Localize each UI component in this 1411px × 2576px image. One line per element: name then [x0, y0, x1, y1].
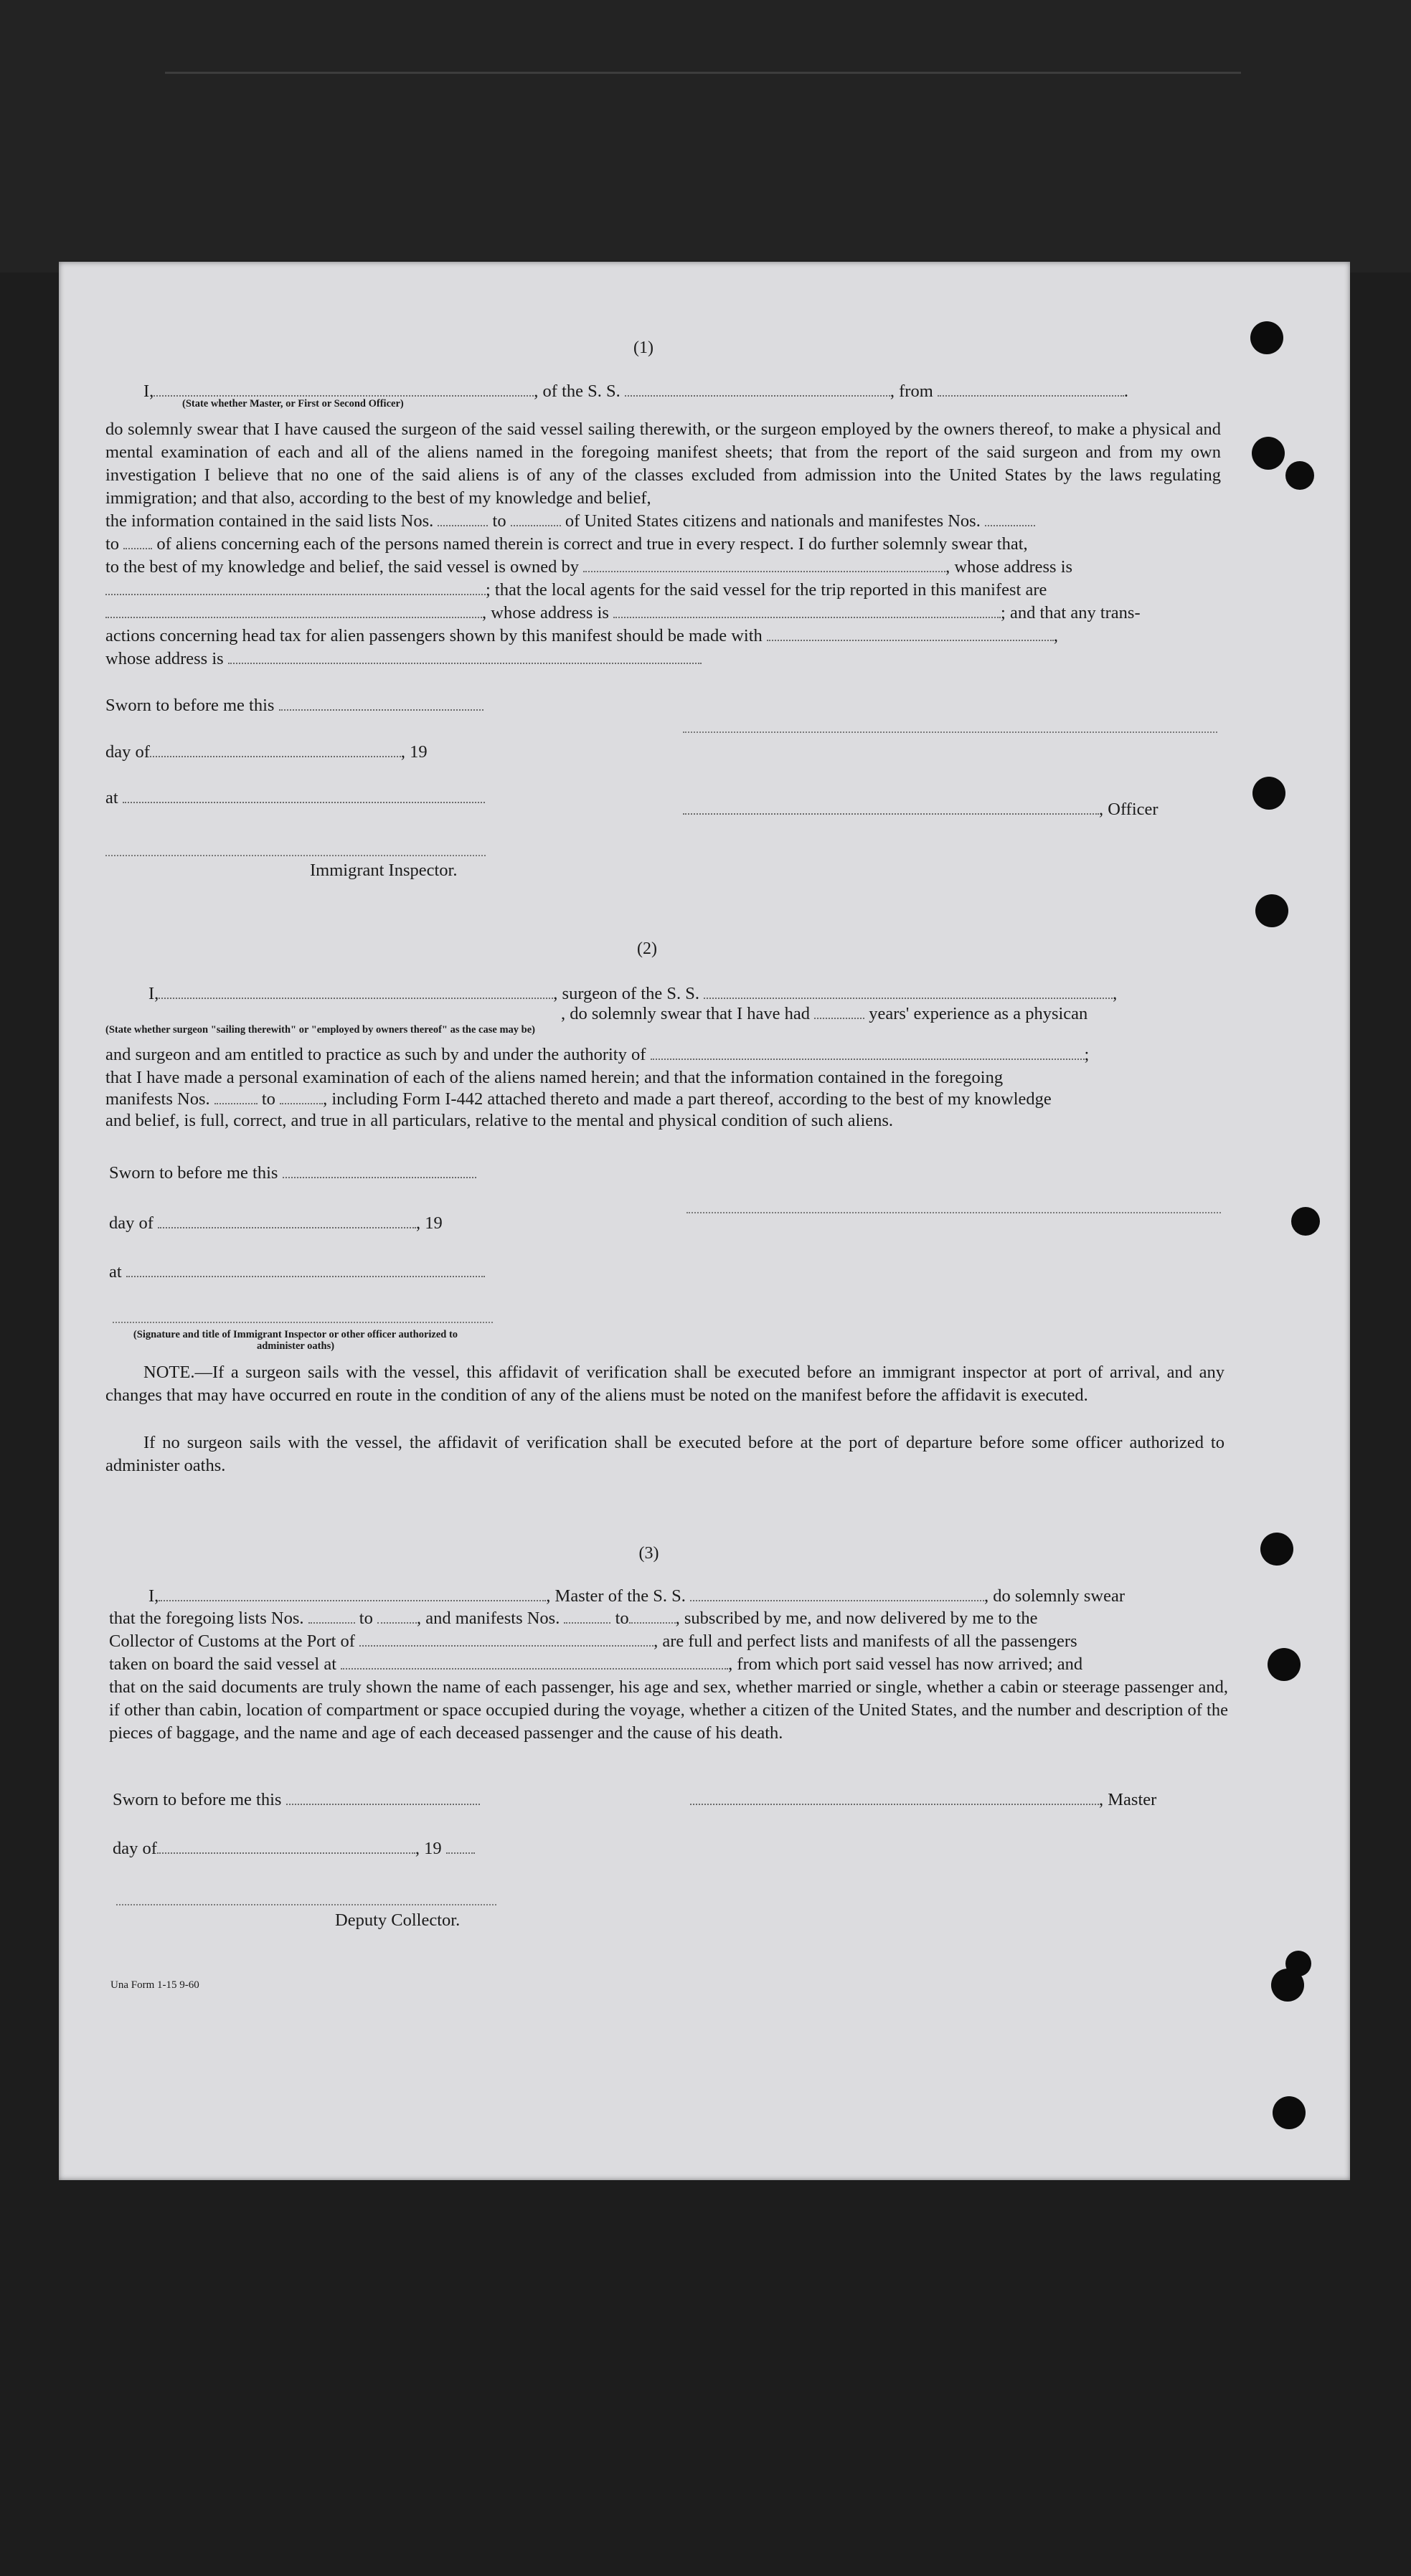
s2-line2: , do solemnly swear that I have had years' experience as a physican: [561, 1004, 1088, 1023]
s1-inspector-label: Immigrant Inspector.: [310, 861, 458, 880]
s2-note-paragraph-2: If no surgeon sails with the vessel, the affidavit of verification shall be executed before at the port of departure before some officer authorized to administer oaths.: [105, 1433, 1224, 1475]
punch-hole: [1285, 1951, 1311, 1976]
punch-hole: [1255, 894, 1288, 927]
s2-sworn: Sworn to before me this: [109, 1162, 476, 1185]
s1-inspector-line: [105, 855, 486, 856]
punch-hole: [1273, 2096, 1306, 2129]
s3-day-of: day of , 19: [113, 1837, 475, 1860]
punch-hole: [1291, 1207, 1320, 1236]
s2-line6: and belief, is full, correct, and true in all particulars, relative to the mental and physical condition of such aliens.: [105, 1111, 894, 1130]
s2-line5: manifests Nos. to , including Form I-442 attached thereto and made a part thereof, according to the best of my knowledge: [105, 1089, 1052, 1109]
section-3-number: (3): [638, 1544, 659, 1563]
s1-actions-line: actions concerning head tax for alien passengers shown by this manifest should be made with ,: [105, 626, 1059, 645]
s2-note-paragraph-1: NOTE.—If a surgeon sails with the vessel, this affidavit of verification shall be executed before an immigrant inspector at port of arrival, and any changes that may have occurred en route in the condition of any of the aliens must be noted on the manifest before the affidavit is executed.: [105, 1363, 1224, 1405]
s3-line3: Collector of Customs at the Port of , are full and perfect lists and manifests of all the passengers: [109, 1632, 1077, 1651]
s1-paragraph: do solemnly swear that I have caused the surgeon of the said vessel sailing therewith, or the surgeon employed by the owners thereof, to make a physical and mental examination of each and all of the aliens named in the foregoing manifest sheets; that from the report of the said surgeon and from my own investigation I believe that no one of the said aliens is of any of the classes excluded from admission into the United States by the laws regulating immigration; and that also, according to the best of my knowledge and belief,: [105, 420, 1221, 508]
form-number: Una Form 1-15 9-60: [110, 1979, 199, 1991]
punch-hole: [1285, 461, 1314, 490]
s3-paragraph: that on the said documents are truly shown the name of each passenger, his age and sex, whether married or single, whether a cabin or steerage passenger and, if other than cabin, location of compartment or space occupied during the voyage, whether a citizen of the United States, and the number and description of the pieces of baggage, and the name and age of each deceased passenger and the cause of his death.: [109, 1677, 1228, 1743]
punch-hole: [1268, 1648, 1301, 1681]
s1-agents-line: ; that the local agents for the said vessel for the trip reported in this manifest are: [105, 579, 1047, 602]
s1-signature-line: [683, 731, 1217, 733]
s1-officer-note: (State whether Master, or First or Second Officer): [182, 398, 404, 409]
punch-hole: [1250, 321, 1283, 354]
s3-line1: I, , Master of the S. S. , do solemnly swear: [148, 1586, 1126, 1606]
s1-address-line: whose address is: [105, 648, 702, 671]
punch-hole: [1252, 777, 1285, 810]
punch-hole: [1252, 437, 1285, 470]
s2-line4: that I have made a personal examination of each of the aliens named herein; and that the information contained in the foregoing: [105, 1068, 1004, 1087]
s3-deputy-line: [116, 1904, 496, 1905]
s2-signature-inspector-line: [113, 1322, 493, 1323]
s3-line4: taken on board the said vessel at , from which port said vessel has now arrived; and: [109, 1654, 1083, 1674]
s3-deputy-label: Deputy Collector.: [335, 1910, 461, 1930]
s1-officer-line: , Officer: [683, 798, 1158, 821]
s2-at: at: [109, 1261, 485, 1284]
s1-info-line: the information contained in the said lists Nos. to of United States citizens and nationals and manifestes Nos.: [105, 510, 1035, 533]
section-1-number: (1): [633, 338, 653, 357]
s1-day-of: day of , 19: [105, 742, 428, 762]
s3-sworn: Sworn to before me this: [113, 1789, 480, 1812]
s2-signature-note: (Signature and title of Immigrant Inspector or other officer authorized to administer oaths): [133, 1329, 458, 1352]
s1-line1: I, , of the S. S. , from .: [143, 382, 1129, 401]
s2-surgeon-note: (State whether surgeon "sailing therewith" or "employed by owners thereof" as the case may be): [105, 1024, 535, 1036]
s1-sworn: Sworn to before me this: [105, 694, 483, 717]
scan-top-band: [0, 0, 1411, 273]
punch-hole: [1260, 1533, 1293, 1566]
s1-at: at: [105, 787, 485, 810]
s2-line3: and surgeon and am entitled to practice as such by and under the authority of ;: [105, 1045, 1090, 1064]
s1-owned-line: to the best of my knowledge and belief, the said vessel is owned by , whose address is: [105, 557, 1073, 577]
s2-day-of: day of , 19: [109, 1213, 443, 1233]
section-2-number: (2): [637, 939, 657, 958]
s3-line2: that the foregoing lists Nos. to , and manifests Nos. to , subscribed by me, and now delivered by me to the: [109, 1609, 1038, 1628]
s2-line1: I, , surgeon of the S. S. ,: [148, 984, 1118, 1003]
scan-artifact-line: [165, 72, 1241, 74]
document-page: [59, 262, 1350, 2180]
s1-to-line: to of aliens concerning each of the persons named therein is correct and true in every respect. I do further solemnly swear that,: [105, 534, 1028, 554]
s1-whose-line: , whose address is ; and that any trans-: [105, 602, 1141, 625]
s3-master-line: , Master: [690, 1789, 1156, 1812]
s2-signature-line: [686, 1212, 1221, 1213]
